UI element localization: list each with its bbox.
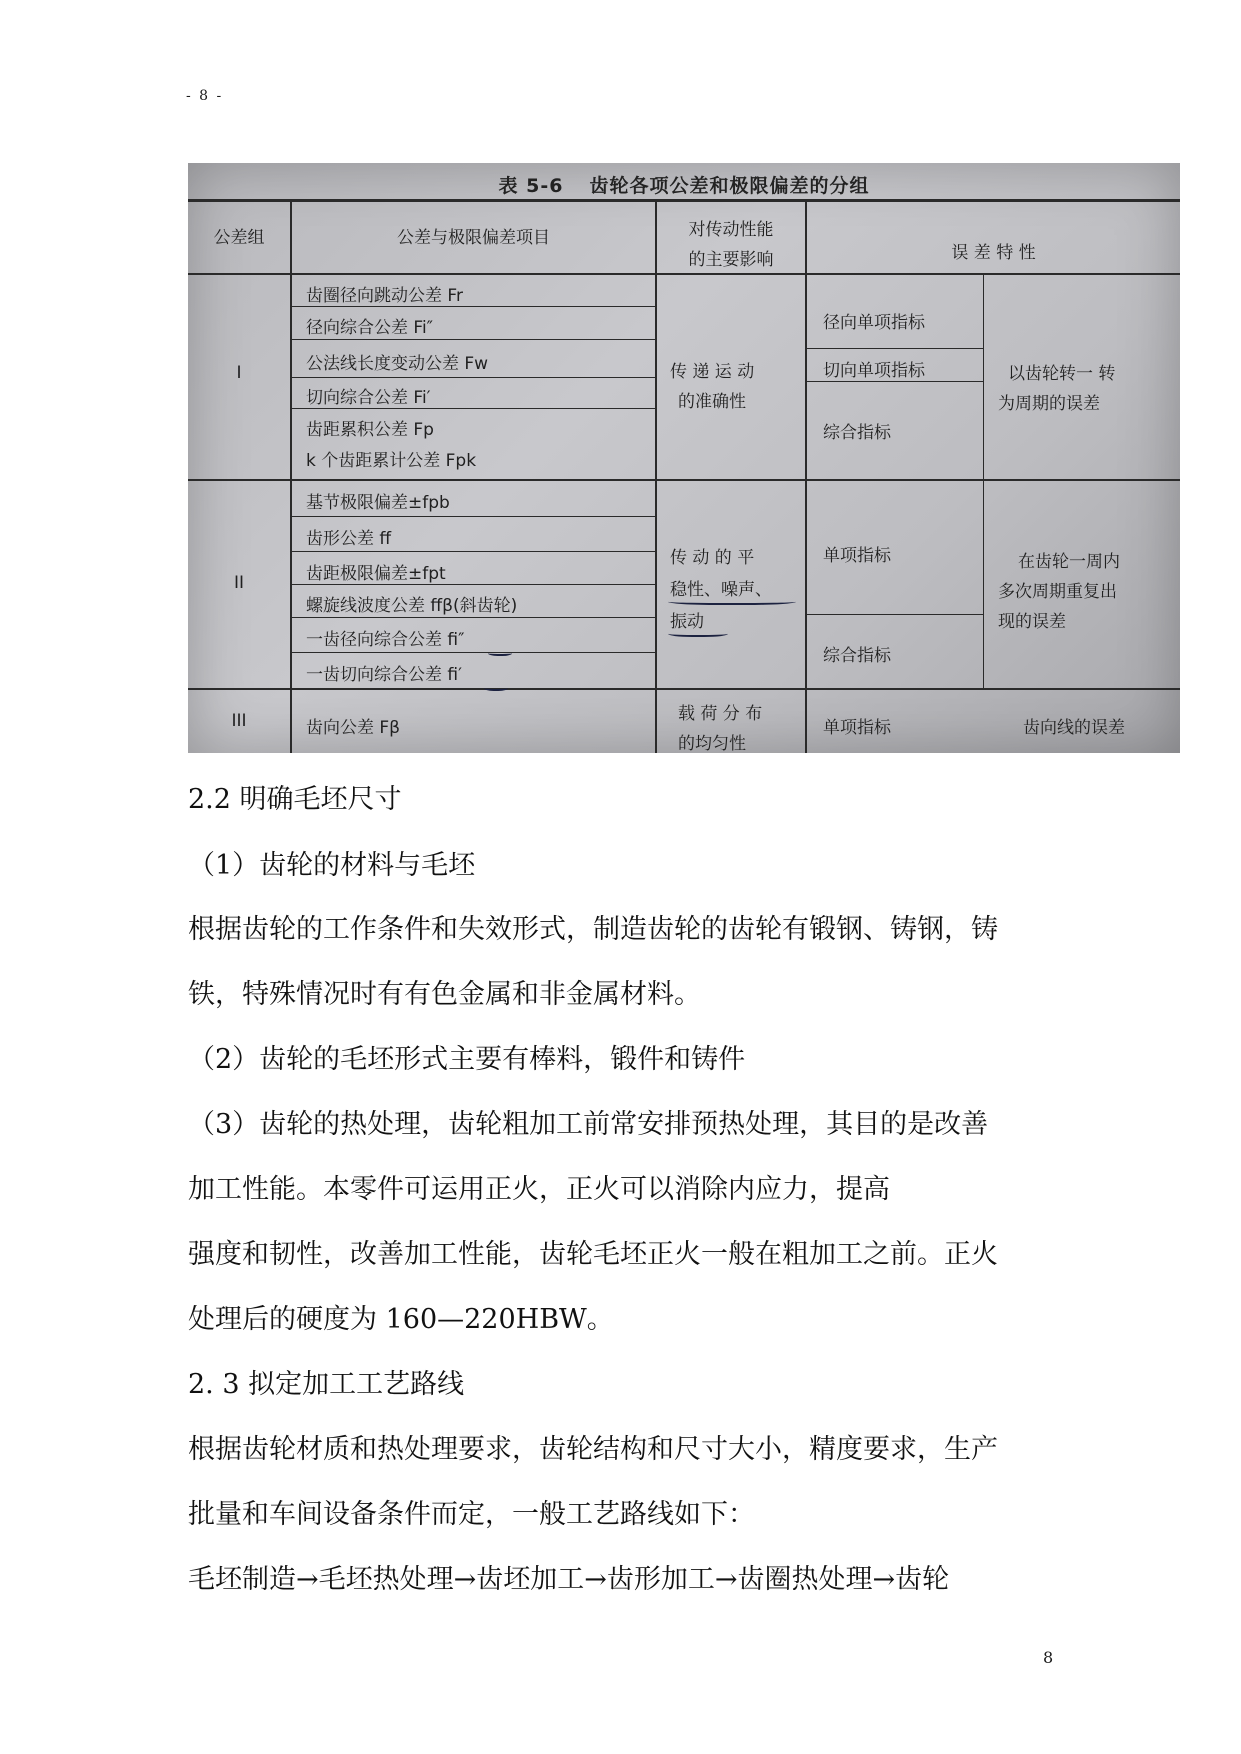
rule: [290, 377, 655, 378]
rule: [290, 339, 655, 340]
rule: [188, 199, 1180, 202]
group1-item: 公法线长度变动公差 Fw: [306, 354, 489, 374]
group1-effect-1: 传 递 运 动: [670, 362, 755, 382]
group1-label: I: [236, 363, 242, 383]
rule: [290, 516, 655, 517]
group3-characteristic: 齿向线的误差: [1023, 718, 1125, 738]
paragraph-line: （3）齿轮的热处理，齿轮粗加工前常安排预热处理，其目的是改善: [188, 1109, 989, 1140]
group2-item: 齿形公差 ff: [306, 529, 392, 549]
page-header: - 8 -: [186, 88, 224, 104]
paragraph-line: 强度和韧性，改善加工性能，齿轮毛坯正火一般在粗加工之前。正火: [188, 1239, 998, 1270]
handwritten-underline: [484, 684, 508, 691]
paragraph-line: 根据齿轮材质和热处理要求，齿轮结构和尺寸大小，精度要求，生产: [188, 1434, 998, 1465]
group2-characteristic-3: 现的误差: [998, 612, 1066, 632]
rule: [290, 306, 655, 307]
header-effect-2: 的主要影响: [688, 250, 774, 270]
group2-item: 一齿径向综合公差 fi″: [306, 630, 465, 650]
group2-item: 齿距极限偏差±fpt: [306, 564, 446, 584]
group3-effect-1: 载 荷 分 布: [678, 704, 763, 724]
group2-characteristic-1: 在齿轮一周内: [1018, 552, 1120, 572]
section-heading: 2.2 明确毛坯尺寸: [188, 784, 402, 815]
header-effect-1: 对传动性能: [688, 220, 774, 240]
rule: [805, 381, 983, 382]
paragraph-line: 铁，特殊情况时有有色金属和非金属材料。: [188, 979, 701, 1010]
rule: [983, 273, 984, 690]
group2-characteristic-2: 多次周期重复出: [998, 582, 1117, 602]
group3-item: 齿向公差 Fβ: [306, 718, 401, 738]
rule: [188, 273, 1180, 275]
group1-item: 径向综合公差 Fi″: [306, 318, 434, 338]
paragraph-line: （2）齿轮的毛坯形式主要有棒料，锻件和铸件: [188, 1044, 746, 1075]
group1-indicator: 切向单项指标: [823, 361, 925, 381]
group2-item: 螺旋线波度公差 ffβ(斜齿轮): [306, 596, 518, 616]
group2-indicator: 单项指标: [823, 546, 891, 566]
rule: [805, 348, 983, 349]
handwritten-underline: [488, 649, 512, 656]
header-characteristic: 误 差 特 性: [951, 243, 1036, 263]
group1-item: 齿圈径向跳动公差 Fr: [306, 286, 463, 306]
table-number: 表 5-6: [498, 175, 564, 197]
table-title: [188, 171, 1180, 198]
group2-item: 基节极限偏差±fpb: [306, 493, 450, 513]
header-items: 公差与极限偏差项目: [397, 228, 550, 248]
group1-item: k 个齿距累计公差 Fpk: [306, 451, 477, 471]
header-group: 公差组: [213, 228, 265, 248]
group1-item: 切向综合公差 Fi′: [306, 388, 431, 408]
group3-effect-2: 的均匀性: [678, 734, 746, 753]
table-photo: [188, 163, 1180, 753]
group1-effect-2: 的准确性: [678, 392, 746, 412]
rule: [805, 200, 807, 753]
section-heading: 2. 3 拟定加工工艺路线: [188, 1369, 465, 1400]
group3-indicator: 单项指标: [823, 718, 891, 738]
rule: [188, 688, 1180, 690]
page-number: 8: [1043, 1648, 1054, 1667]
rule: [290, 200, 292, 753]
paragraph-line: 根据齿轮的工作条件和失效形式，制造齿轮的齿轮有锻钢、铸钢，铸: [188, 914, 998, 945]
group2-effect-3: 振动: [670, 612, 704, 632]
handwritten-underline: [668, 597, 796, 605]
rule: [290, 584, 655, 585]
rule: [188, 479, 1180, 481]
paragraph-line: 加工性能。本零件可运用正火，正火可以消除内应力，提高: [188, 1174, 890, 1205]
subsection-heading: （1）齿轮的材料与毛坯: [188, 850, 476, 881]
paragraph-line: 批量和车间设备条件而定，一般工艺路线如下：: [188, 1499, 755, 1530]
group1-item: 齿距累积公差 Fp: [306, 420, 434, 440]
table-caption: 齿轮各项公差和极限偏差的分组: [589, 175, 870, 197]
rule: [655, 200, 657, 753]
group2-label: II: [233, 573, 245, 593]
paragraph-line: 处理后的硬度为 160—220HBW。: [188, 1304, 614, 1335]
rule: [290, 617, 655, 618]
group2-effect-2: 稳性、噪声、: [670, 580, 772, 600]
group2-indicator: 综合指标: [823, 646, 891, 666]
group1-indicator: 径向单项指标: [823, 313, 925, 333]
group1-characteristic-1: 以齿轮转一 转: [1008, 364, 1116, 384]
group1-characteristic-2: 为周期的误差: [998, 394, 1100, 414]
paragraph-line: 毛坯制造→毛坯热处理→齿坯加工→齿形加工→齿圈热处理→齿轮: [188, 1564, 950, 1595]
group3-label: III: [231, 711, 247, 731]
group2-effect-1: 传 动 的 平: [670, 548, 755, 568]
group1-indicator: 综合指标: [823, 423, 891, 443]
rule: [290, 652, 655, 653]
rule: [290, 551, 655, 552]
rule: [805, 614, 983, 615]
group2-item: 一齿切向综合公差 fi′: [306, 665, 462, 685]
handwritten-underline: [668, 629, 728, 637]
rule: [290, 408, 655, 409]
